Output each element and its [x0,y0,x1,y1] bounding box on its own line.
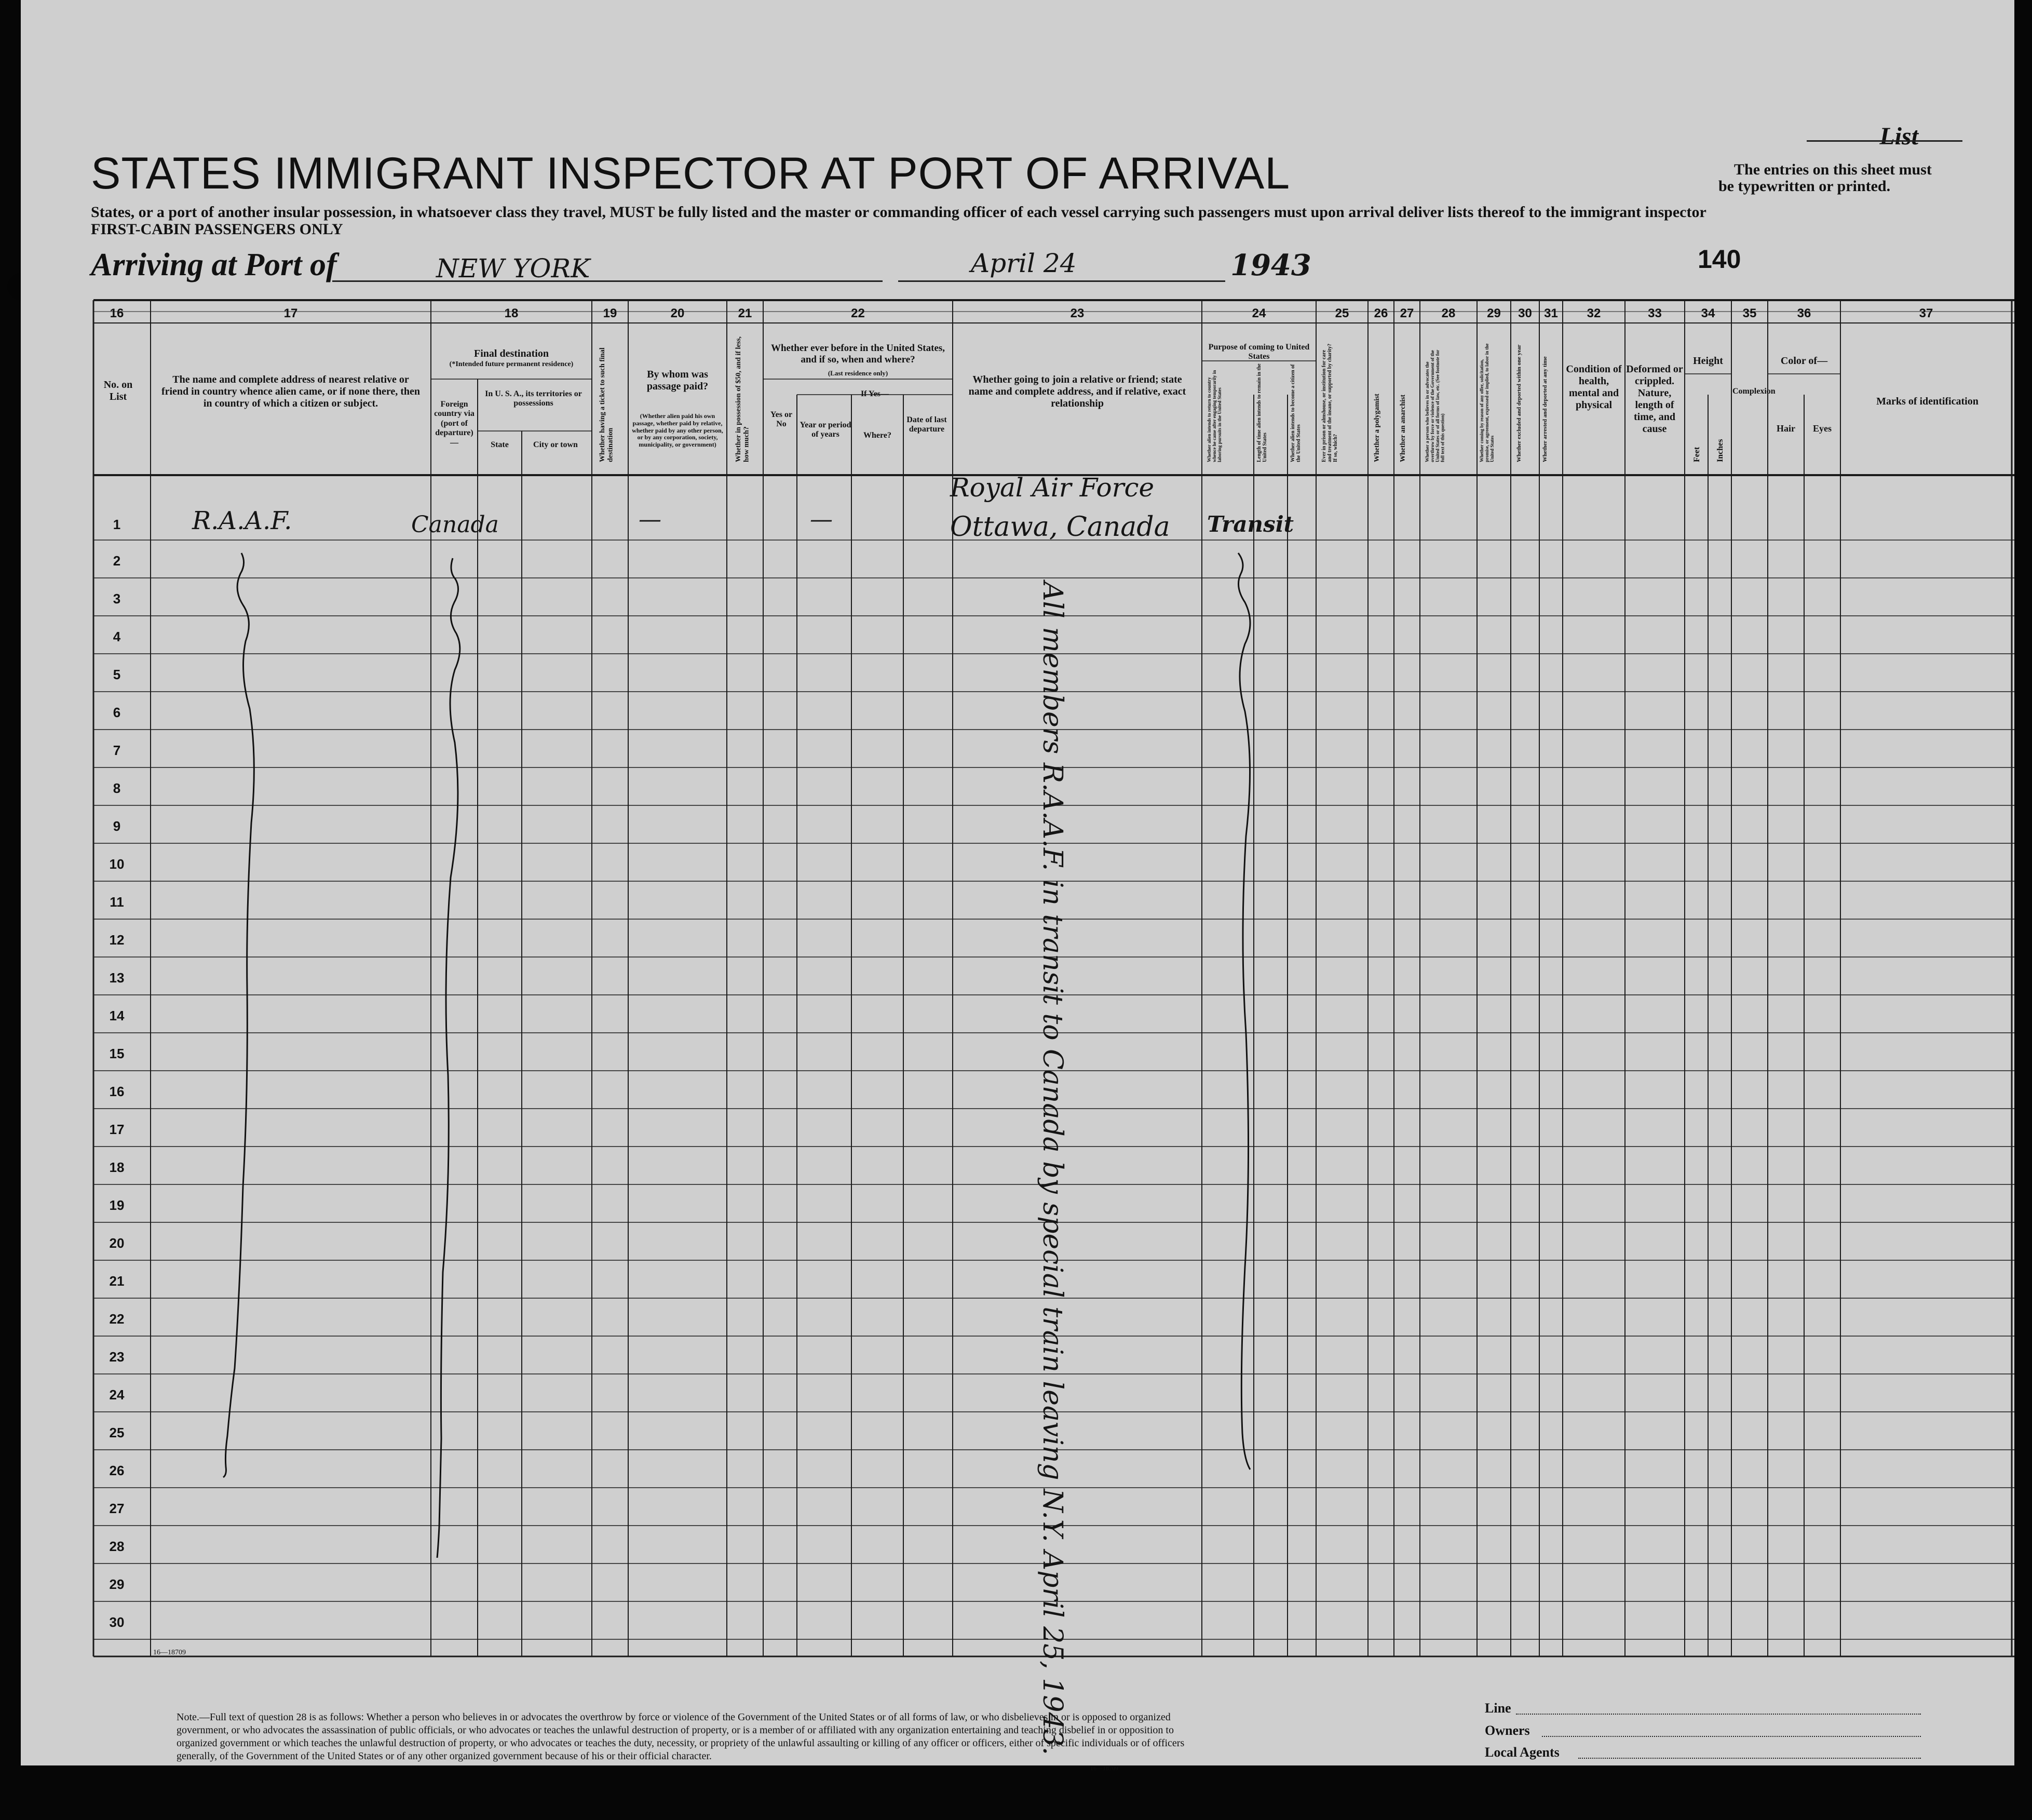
header-anarchist: Whether an anarchist [1399,394,1407,462]
row-number: 22 [109,1311,125,1327]
column-number: 28 [1441,306,1456,320]
column-number: 19 [603,306,617,320]
owners-label: Owners [1485,1723,1530,1738]
ditto-line-col17 [223,553,254,1477]
header-marks-identification: Marks of identification [1876,396,1979,407]
header-purpose: Purpose of coming to United States [1208,343,1310,361]
header-prison: Ever in prison or almshouse, or institution for care and treatment of the insane, or supported by charity? If so, which? [1321,343,1338,462]
header-arrested: Whether arrested and deported at any time [1542,356,1548,462]
column-number: 27 [1400,306,1414,320]
row-number: 21 [109,1273,125,1289]
entry-join-line1: Royal Air Force [950,473,1155,503]
row-number: 27 [109,1501,125,1516]
column-number: 16 [110,306,124,320]
column-number: 23 [1070,306,1085,320]
form-code: 16—18709 [153,1649,186,1656]
column-number: 31 [1544,306,1558,320]
line-label: Line [1485,1701,1511,1716]
form-code-footer: 16—18709 [1090,1764,1118,1772]
row-number: 9 [113,818,121,834]
header-nearest-relative: The name and complete address of nearest relative or friend in country whence alien came, or if none there, then in country of which a citizen or subject. [161,374,421,409]
column-number: 26 [1374,306,1388,320]
row-number: 23 [109,1349,125,1365]
column-number: 32 [1587,306,1601,320]
header-height: Height [1693,355,1723,367]
column-number: 30 [1518,306,1532,320]
row-number: 20 [109,1235,125,1251]
row-number: 16 [109,1084,125,1099]
row-number: 19 [109,1197,125,1213]
header-deformed: Deformed or crippled. Nature, length of time, and cause [1626,363,1683,435]
column-number: 25 [1335,306,1349,320]
row-number: 17 [109,1122,125,1137]
header-no-on-list: No. on List [103,379,133,402]
column-number: 29 [1487,306,1501,320]
header-inches: Inches [1716,439,1725,462]
header-condition-health: Condition of health, mental and physical [1566,363,1622,411]
row-number: 10 [109,856,125,872]
owners-dots [1542,1736,1921,1737]
header-feet: Feet [1692,447,1701,462]
row-number: 3 [113,591,121,606]
row-number: 4 [113,629,121,644]
ditto-line-col24 [1238,553,1250,1470]
column-number: 21 [738,306,752,320]
header-complexion: Complexion [1732,387,1776,396]
list-note-1: The entries on this sheet must [1734,161,1932,178]
header-in-usa: In U. S. A., its territories or possessions [485,389,582,408]
entry-foreign-country: Canada [411,511,499,538]
header-excluded: Whether excluded and deported within one year [1516,344,1522,462]
footnote-question-28: Note.—Full text of question 28 is as follows: Whether a person who believes in or advocates the overthrow by force or violence of the Government of the United States or of all forms of law, or who disbelieves in or is opposed to organized government, or who advocates the assassination of public officials, or who advocates or teaches the unlawful destruction of property, or is a member of or affiliated with any organization entertaining and teaching disbelief in or opposition to organized government or which teaches the unlawful destruction of property, or who advocates or teaches the duty, necessity, or propriety of the unlawful assaulting or killing of any officer or officers, either of specific individuals or of officers generally, of the Government of the United States or of any other organized government because of his or their official character. [177,1711,1185,1762]
row-number: 13 [109,970,125,986]
page-number: 140 [1698,245,1741,274]
header-join-relative: Whether going to join a relative or friend; state name and complete address, and if relative, exact relationship [968,374,1186,409]
port-value: NEW YORK [436,253,590,284]
row-number: 5 [113,667,121,682]
header-hair: Hair [1777,423,1795,434]
column-number: 24 [1252,306,1266,320]
header-ever-before: Whether ever before in the United States, and if so, when and where? [770,343,945,365]
header-polygamist: Whether a polygamist [1373,394,1381,462]
row-number: 29 [109,1576,125,1592]
header-purpose-return: Whether alien intends to return to country whence he came after engaging temporarily in laboring pursuits in the United States [1207,370,1222,462]
entry-passage-paid: — [639,506,661,533]
header-foreign-country: Foreign country via (port of departure)— [434,400,475,447]
header-ever-before-sub: (Last residence only) [828,369,888,377]
row-number: 28 [109,1539,125,1554]
entry-join-line2: Ottawa, Canada [950,511,1170,543]
row-number: 12 [109,932,125,948]
header-ticket: Whether having a ticket to such final destination [599,347,615,462]
manifest-sheet [21,0,2014,1772]
ditto-line-col18 [437,558,460,1558]
row-number: 18 [109,1160,125,1175]
header-state: State [491,440,509,449]
header-color-of: Color of— [1780,355,1828,367]
row-number: 14 [109,1008,125,1023]
header-last-departure: Date of last departure [906,415,947,434]
column-number: 18 [504,306,519,320]
row-number: 30 [109,1614,125,1630]
row-number: 1 [113,517,121,532]
row-number: 15 [109,1046,125,1061]
column-number: 35 [1742,306,1757,320]
header-passage-paid: By whom was passage paid? [646,369,709,392]
entry-purpose: Transit [1207,511,1294,537]
column-number: 22 [851,306,865,320]
header-purpose-citizen: Whether alien intends to become a citizen of the United States [1290,364,1302,462]
row-number: 25 [109,1425,125,1440]
column-number: 36 [1797,306,1811,320]
column-number: 37 [1919,306,1933,320]
year-value: 1943 [1230,248,1311,282]
ditto-lines [21,0,2014,1765]
entry-relative: R.A.A.F. [192,506,292,535]
row-number: 8 [113,780,121,796]
header-final-destination-sub: (*Intended future permanent residence) [449,360,574,368]
transit-note: All members R.A.A.F. in transit to Canada by special train leaving N.Y. April 25, 1943. [1037,582,1068,1756]
line-dots [1516,1714,1921,1715]
header-passage-paid-sub: (Whether alien paid his own passage, whether paid by relative, whether paid by any other person, or by any corporation, society, municipality, or government) [632,412,723,449]
local-agents-label: Local Agents [1485,1745,1560,1760]
row-number: 24 [109,1387,125,1403]
page-title: STATES IMMIGRANT INSPECTOR AT PORT OF ARRIVAL [91,149,1291,198]
header-year-period: Year or period of years [800,421,851,439]
list-note-2: be typewritten or printed. [1718,178,1891,195]
entry-ever-before: — [810,506,833,533]
header-possession-50: Whether in possession of $50, and if less, how much? [735,336,751,462]
row-number: 7 [113,743,121,758]
column-number: 34 [1701,306,1715,320]
header-eyes: Eyes [1813,423,1832,434]
row-number: 11 [110,894,124,910]
column-number: 20 [670,306,685,320]
date-value: April 24 [971,248,1077,278]
header-yes-no: Yes or No [770,410,793,429]
header-solicitation: Whether coming by reason of any offer, solicitation, promise, or agreement, expressed or implied, to labor in the United States [1479,343,1495,462]
header-final-destination: Final destination [474,348,549,359]
header-overthrow: Whether a person who believes in or advocates the overthrow by force or violence of the Government of the United States or of all forms of law, etc. (See footnote for full text of this question) [1425,349,1445,462]
column-number: 33 [1648,306,1662,320]
column-number: 17 [283,306,298,320]
list-label: List [1879,123,1918,150]
header-where: Where? [863,431,891,440]
class-line: FIRST-CABIN PASSENGERS ONLY [91,221,343,238]
row-number: 6 [113,705,121,720]
header-purpose-length: Length of time alien intends to remain in the United States [1256,363,1268,462]
header-if-yes: If Yes— [860,389,889,398]
header-city: City or town [533,440,578,449]
instructions-line: States, or a port of another insular possession, in whatsoever class they travel, MUST be fully listed and the master or commanding officer of each vessel carrying such passengers must upon arrival deliver lists thereof to the immigrant inspector [91,204,1706,221]
arriving-label: Arriving at Port of [91,247,337,282]
row-number: 2 [113,553,121,569]
row-number: 26 [109,1463,125,1478]
agents-dots [1578,1758,1921,1759]
